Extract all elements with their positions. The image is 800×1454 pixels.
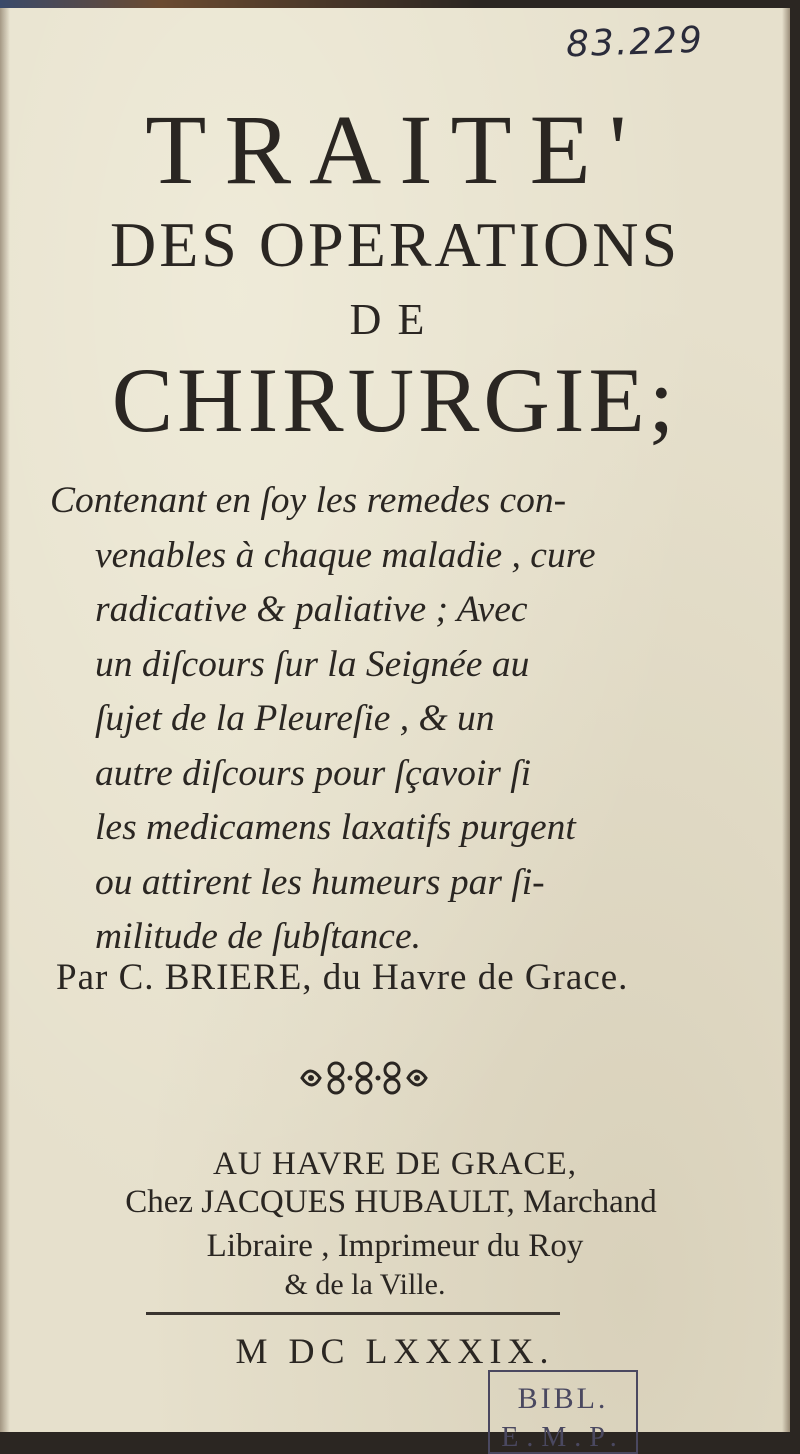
title-page	[0, 8, 790, 1453]
title-line-4: CHIRURGIE;	[111, 349, 679, 451]
subtitle-line: les medicamens laxatifs purgent	[95, 807, 576, 848]
subtitle-line: ou attirent les humeurs par ſi-	[95, 861, 545, 903]
fleuron-ornament	[296, 1058, 432, 1098]
imprint-printer: Chez JACQUES HUBAULT, Marchand	[125, 1184, 657, 1220]
stamp-line-1: BIBL.	[517, 1382, 609, 1415]
stamp-line-2: E.M.P.	[501, 1422, 625, 1453]
title-line-1: TRAITE'	[145, 94, 645, 205]
title-line-2: DES OPERATIONS	[109, 209, 681, 280]
library-stamp	[488, 1370, 638, 1454]
horizontal-rule	[146, 1312, 560, 1315]
imprint-place: AU HAVRE DE GRACE,	[213, 1146, 577, 1182]
subtitle-line: venables à chaque maladie , cure	[95, 534, 596, 576]
imprint-title: Libraire , Imprimeur du Roy	[206, 1228, 584, 1264]
subtitle-line: un diſcours ſur la Seignée au	[95, 643, 530, 685]
subtitle-line: radicative & paliative ; Avec	[95, 589, 528, 630]
subtitle-line: militude de ſubſtance.	[95, 916, 421, 957]
imprint-city: & de la Ville.	[284, 1268, 446, 1301]
subtitle-block	[50, 474, 690, 965]
subtitle-line: ſujet de la Pleureſie , & un	[95, 698, 495, 739]
subtitle-line: autre diſcours pour ſçavoir ſi	[95, 752, 532, 794]
publication-date: M DC LXXXIX.	[235, 1331, 555, 1371]
subtitle-line: Contenant en ſoy les remedes con-	[50, 480, 567, 521]
title-line-3: DE	[349, 295, 441, 344]
handwritten-shelfmark: 83.229	[565, 19, 705, 66]
author-line: Par C. BRIERE, du Havre de Grace.	[56, 957, 629, 998]
